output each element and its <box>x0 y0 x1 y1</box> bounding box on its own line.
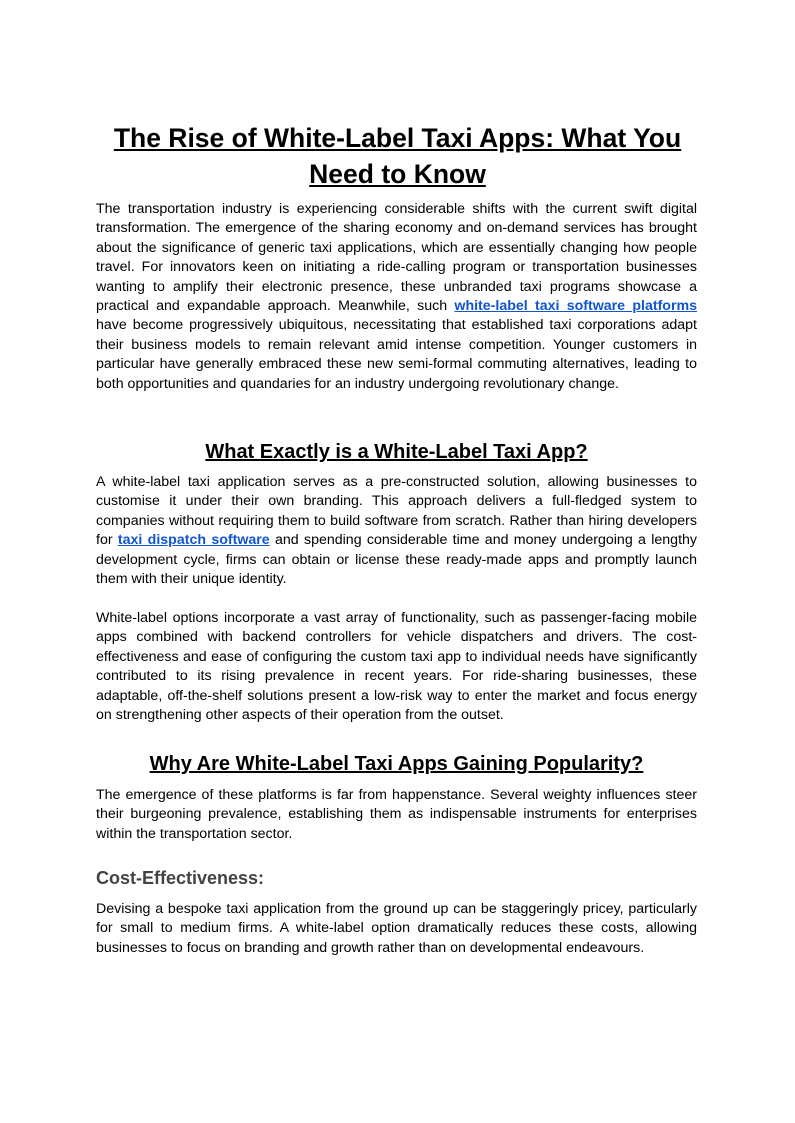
document-title-block <box>100 120 695 192</box>
section1-paragraph1-block <box>96 473 697 589</box>
cost-effectiveness-heading-block <box>96 866 697 890</box>
section2-paragraph1-block <box>96 786 697 844</box>
document-title: The Rise of White-Label Taxi Apps: What You Need to Know <box>113 123 682 189</box>
intro-text-after: have become progressively ubiquitous, necessitating that established taxi corporations adapt their business models to remain relevant amid intense competition. Younger customers in particular have generally embraced these new semi-formal commuting alternatives, leading to both opportunities and quandaries for an industry undergoing revolutionary change. <box>96 317 697 392</box>
section1-paragraph2-block <box>96 609 697 725</box>
section1-heading-block <box>96 439 697 465</box>
white-label-software-link[interactable]: white-label taxi software platforms <box>454 298 697 315</box>
section1-heading: What Exactly is a White-Label Taxi App? <box>205 441 588 463</box>
intro-paragraph-block <box>96 200 697 394</box>
cost-effectiveness-paragraph-block <box>96 900 697 958</box>
section1-text-before: A white-label taxi application serves as a pre-constructed solution, allowing businesses to customise it under their own branding. This approach delivers a full-fledged system to companies without requiring them to build software from scratch. Rather than hiring developers for <box>96 474 697 549</box>
taxi-dispatch-software-link[interactable]: taxi dispatch software <box>117 532 270 549</box>
section2-heading-block <box>96 751 697 777</box>
section2-heading: Why Are White-Label Taxi Apps Gaining Popularity? <box>149 753 644 775</box>
cost-effectiveness-paragraph: Devising a bespoke taxi application from the ground up can be staggeringly pricey, particularly for small to medium firms. A white-label option dramatically reduces these costs, allowing businesses to focus on branding and growth rather than on developmental endeavours. <box>96 901 697 956</box>
intro-paragraph <box>96 200 697 394</box>
section1-paragraph2: White-label options incorporate a vast array of functionality, such as passenger-facing mobile apps combined with backend controllers for vehicle dispatchers and drivers. The cost-effectiveness and ease of configuring the custom taxi app to individual needs have significantly contributed to its rising prevalence in recent years. For ride-sharing businesses, these adaptable, off-the-shelf solutions present a low-risk way to enter the market and focus energy on strengthening other aspects of their operation from the outset. <box>96 610 697 724</box>
cost-effectiveness-heading: Cost-Effectiveness: <box>96 868 265 888</box>
section1-paragraph1 <box>96 473 697 589</box>
section1-text-after: and spending considerable time and money undergoing a lengthy development cycle, firms can obtain or license these ready-made apps and promptly launch them with their unique identity. <box>96 532 697 588</box>
intro-text-before: The transportation industry is experiencing considerable shifts with the current swift digital transformation. The emergence of the sharing economy and on-demand services has brought about the significance of generic taxi applications, which are essentially changing how people travel. For innovators keen on initiating a ride-calling program or transportation businesses wanting to amplify their electronic presence, these unbranded taxi programs showcase a practical and expandable approach. Meanwhile, such <box>96 201 697 315</box>
section2-paragraph1: The emergence of these platforms is far from happenstance. Several weighty influences steer their burgeoning prevalence, establishing them as indispensable instruments for enterprises within the transportation sector. <box>96 787 697 842</box>
